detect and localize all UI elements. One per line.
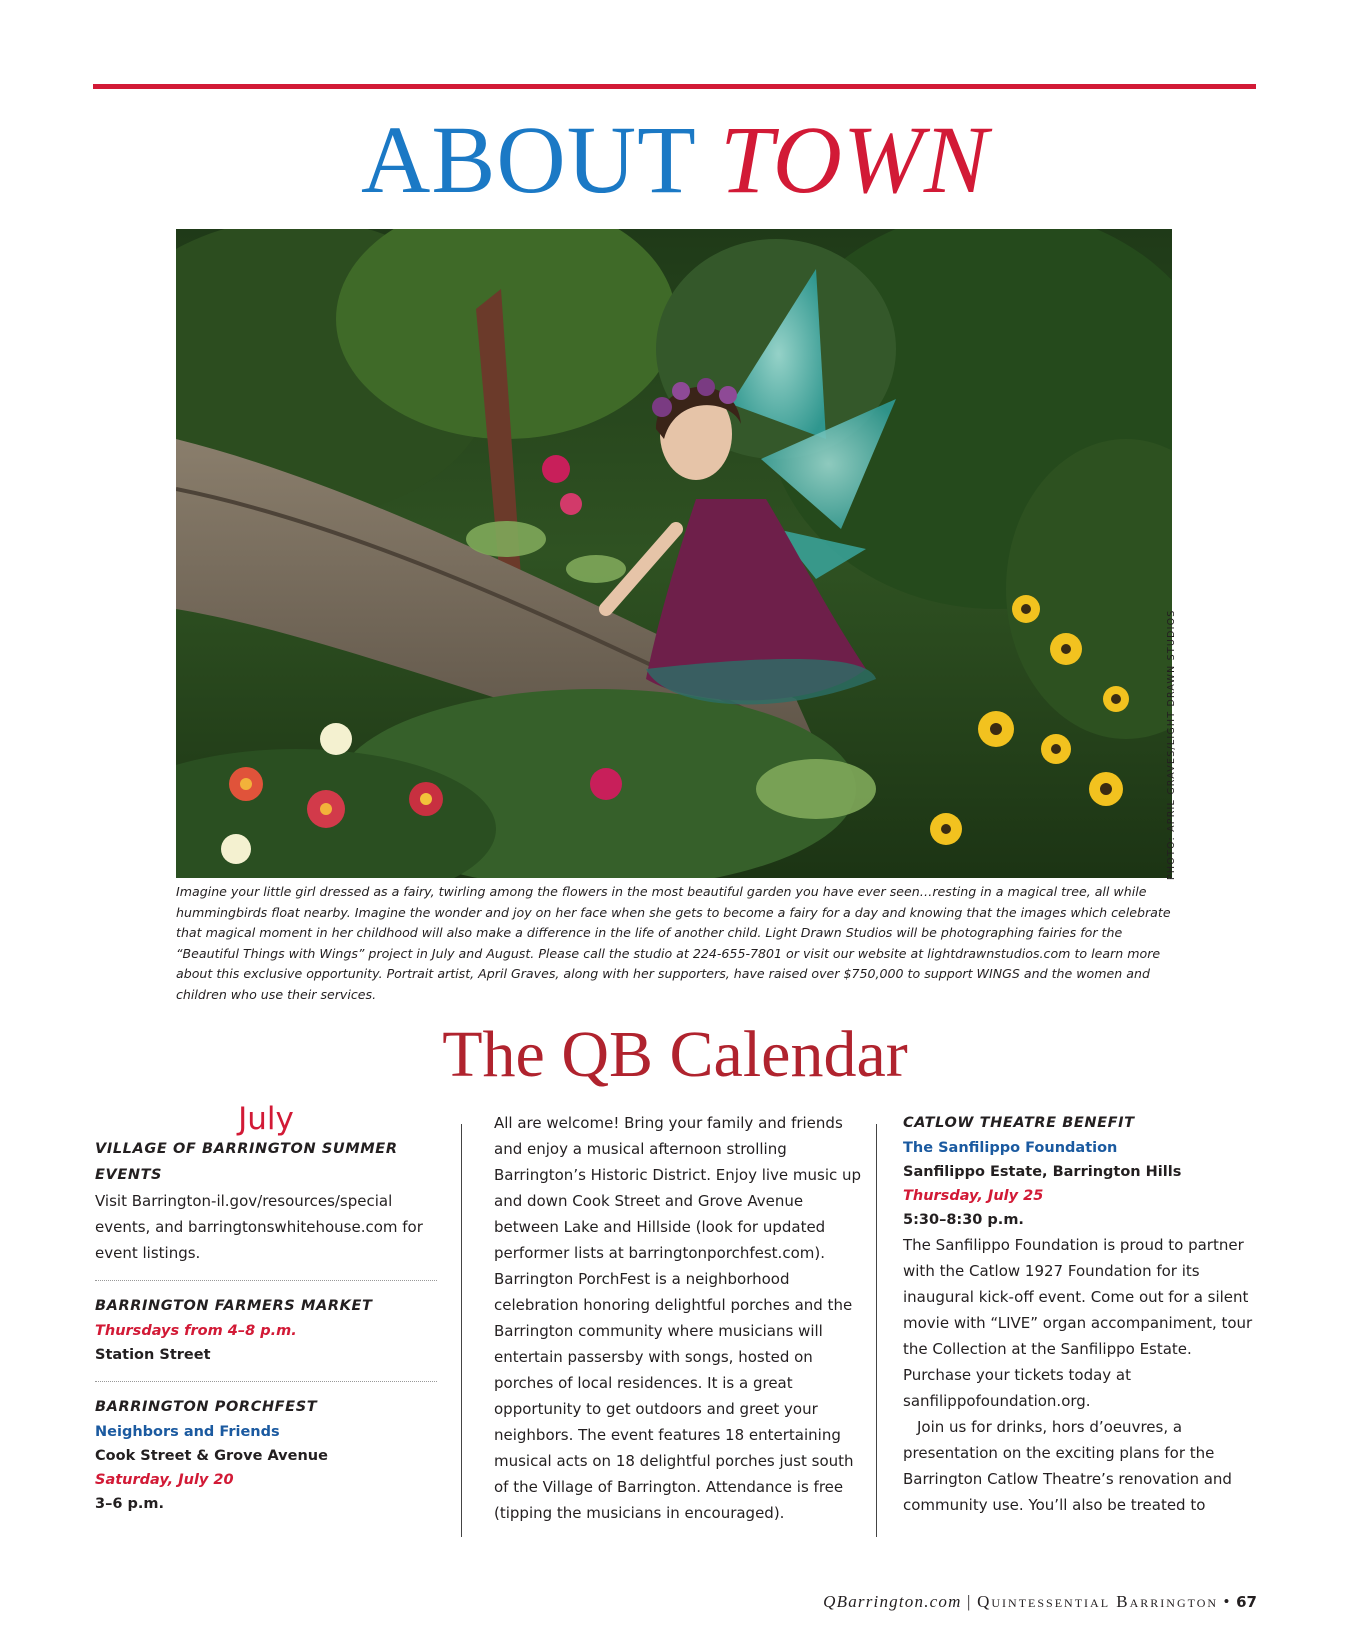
event-date: Saturday, July 20 xyxy=(95,1472,234,1488)
photo-credit: PHOTO: APRIL GRAVES/LIGHT DRAWN STUDIOS xyxy=(1166,609,1177,880)
section-title-part2: TOWN xyxy=(719,106,989,213)
calendar-column-2 xyxy=(494,1110,866,1526)
calendar-month: July xyxy=(238,1101,294,1137)
event-location: Station Street xyxy=(95,1347,211,1363)
feature-photo xyxy=(176,229,1172,878)
footer-bullet: • xyxy=(1223,1592,1231,1611)
event-location: Sanfilippo Estate, Barrington Hills xyxy=(903,1164,1182,1180)
header-rule xyxy=(93,84,1256,89)
photo-caption: Imagine your little girl dressed as a fairy, twirling among the flowers in the most beautiful garden you have ever seen…resting in a magical tree, all while hummingbirds float nearby. Imagine the wonder and joy on her face when she gets to become a fairy for a day and knowing that the images which celebrate that magical moment in her childhood will also make a difference in the life of another child. Light Drawn Studios will be photographing fairies for the “Beautiful Things with Wings” project in July and August. Please call the studio at 224-655-7801 or visit our website at lightdrawnstudios.com to learn more about this exclusive opportunity. Portrait artist, April Graves, along with her supporters, have raised over $750,000 to support WINGS and the women and children who use their services. xyxy=(176,884,1171,1002)
event-date: Thursday, July 25 xyxy=(903,1188,1044,1204)
event-body-continued: Join us for drinks, hors d’oeuvres, a presentation on the exciting plans for the Barrington Catlow Theatre’s renovation and community use. You’ll also be treated to xyxy=(903,1418,1232,1514)
calendar-column-1 xyxy=(95,1101,437,1516)
calendar-title: The QB Calendar xyxy=(442,1018,908,1091)
event-body: The Sanfilippo Foundation is proud to partner with the Catlow 1927 Foundation for its inaugural kick-off event. Come out for a silent movie with “LIVE” organ accompaniment, tour the Collection at the Sanfilippo Estate. Purchase your tickets today at sanfilippofoundation.org. xyxy=(903,1236,1253,1410)
event-body: All are welcome! Bring your family and friends and enjoy a musical afternoon strolling Barrington’s Historic District. Enjoy live music up and down Cook Street and Grove Avenue between Lake and Hillside (look for updated performer lists at barringtonporchfest.com). Barrington PorchFest is a neighborhood celebration honoring delightful porches and the Barrington community where musicians will entertain passersby with songs, hosted on porches of local residences. It is a great opportunity to get outdoors and greet your neighbors. The event features 18 entertaining musical acts on 18 delightful porches just south of the Village of Barrington. Attendance is free (tipping the musicians in encouraged). xyxy=(494,1114,862,1522)
dotted-divider xyxy=(95,1381,437,1382)
section-title-part1: ABOUT xyxy=(361,106,695,213)
footer-separator: | xyxy=(967,1592,972,1611)
footer-site: QBarrington.com xyxy=(823,1592,962,1611)
event-title: CATLOW THEATRE BENEFIT xyxy=(903,1115,1135,1131)
column-divider xyxy=(876,1124,877,1537)
page-footer xyxy=(0,1592,1257,1612)
section-title xyxy=(0,106,1350,213)
dotted-divider xyxy=(95,1280,437,1281)
event-location: Cook Street & Grove Avenue xyxy=(95,1448,328,1464)
event-date: Thursdays from 4–8 p.m. xyxy=(95,1323,297,1339)
event-time: 3–6 p.m. xyxy=(95,1496,164,1512)
event-title: BARRINGTON PORCHFEST xyxy=(95,1399,318,1415)
column-divider xyxy=(461,1124,462,1537)
event-host: Neighbors and Friends xyxy=(95,1424,280,1440)
calendar-column-3 xyxy=(903,1110,1263,1518)
event-title: BARRINGTON FARMERS MARKET xyxy=(95,1298,373,1314)
page-number: 67 xyxy=(1236,1593,1257,1611)
event-time: 5:30–8:30 p.m. xyxy=(903,1212,1024,1228)
event-body: Visit Barrington-il.gov/resources/special events, and barringtonswhitehouse.com for event listings. xyxy=(95,1192,423,1262)
event-title: VILLAGE OF BARRINGTON SUMMER EVENTS xyxy=(95,1141,398,1183)
footer-magazine: Quintessential Barrington xyxy=(977,1592,1219,1611)
event-host: The Sanfilippo Foundation xyxy=(903,1140,1118,1156)
